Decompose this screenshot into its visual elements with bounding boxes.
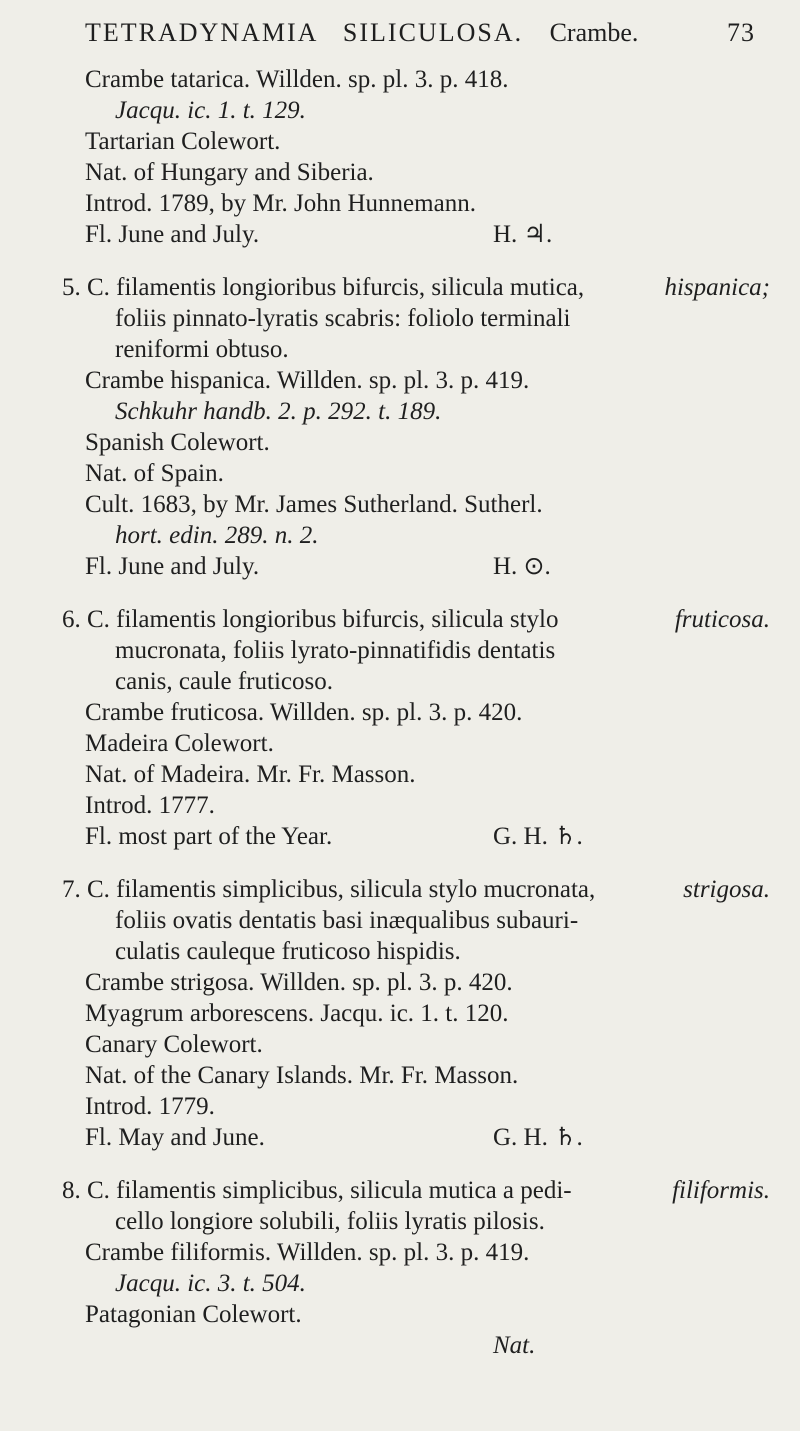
entry-line: Cult. 1683, by Mr. James Sutherland. Sutherl. [85, 491, 543, 518]
species-diagnosis: C. filamentis simplicibus, silicula stylo mucronata, [87, 876, 596, 903]
habitat-symbol: G. H. ♄. [493, 823, 583, 850]
genus-title: Crambe. [549, 18, 639, 47]
entry-line: Tartarian Colewort. [85, 128, 281, 155]
entry-line: Nat. of Madeira. Mr. Fr. Masson. [85, 761, 416, 788]
entry-line [0, 551, 800, 582]
entry-line: Introd. 1789, by Mr. John Hunnemann. [85, 190, 476, 217]
entry-line [0, 219, 800, 250]
entry-line: Schkuhr handb. 2. p. 292. t. 189. [115, 398, 442, 425]
entry-line: Crambe tatarica. Willden. sp. pl. 3. p. 418. [85, 66, 509, 93]
habitat-symbol: G. H. ♄. [493, 1124, 583, 1151]
catchword [0, 1330, 800, 1361]
trivial-name: hispanica; [664, 274, 770, 301]
entry-line: Patagonian Colewort. [85, 1301, 302, 1328]
entry-first-line [0, 272, 800, 303]
flowering-text: Fl. most part of the Year. [85, 823, 333, 850]
species-number: 8. [62, 1177, 81, 1204]
entry-line: mucronata, foliis lyrato-pinnatifidis dentatis [115, 637, 556, 664]
running-head-title [85, 18, 638, 48]
trivial-name: strigosa. [683, 876, 770, 903]
entry-first-line [0, 1175, 800, 1206]
trivial-name: fruticosa. [674, 606, 770, 633]
entry-line: Crambe fruticosa. Willden. sp. pl. 3. p. 420. [85, 699, 523, 726]
entry-line: Jacqu. ic. 3. t. 504. [115, 1270, 306, 1297]
entry-line: Jacqu. ic. 1. t. 129. [115, 97, 306, 124]
entry-line: reniformi obtuso. [115, 336, 289, 363]
species-number: 5. [62, 274, 81, 301]
entry-line [0, 821, 800, 852]
flowering-text: Fl. June and July. [85, 221, 260, 248]
species-diagnosis: C. filamentis longioribus bifurcis, silicula stylo [87, 606, 559, 633]
entry-line: Myagrum arborescens. Jacqu. ic. 1. t. 120. [85, 1000, 509, 1027]
species-entry-8 [0, 1175, 800, 1361]
entry-first-line [0, 604, 800, 635]
entry-line: Introd. 1779. [85, 1093, 215, 1120]
page-number: 73 [727, 18, 755, 47]
species-number: 7. [62, 876, 81, 903]
class-title: TETRADYNAMIA [85, 18, 319, 47]
species-entry-7 [0, 874, 800, 1153]
entry-line [0, 1122, 800, 1153]
entry-first-line [0, 874, 800, 905]
species-diagnosis: C. filamentis longioribus bifurcis, silicula mutica, [87, 274, 585, 301]
entry-4-tail [0, 64, 800, 250]
entry-line: Canary Colewort. [85, 1031, 263, 1058]
entry-line: Introd. 1777. [85, 792, 215, 819]
entry-line: Nat. of Hungary and Siberia. [85, 159, 374, 186]
entry-line: Crambe strigosa. Willden. sp. pl. 3. p. 420. [85, 969, 513, 996]
entry-line: Crambe hispanica. Willden. sp. pl. 3. p. 419. [85, 367, 530, 394]
entry-line: Madeira Colewort. [85, 730, 274, 757]
entry-line: culatis cauleque fruticoso hispidis. [115, 938, 461, 965]
entry-line: foliis pinnato-lyratis scabris: foliolo terminali [115, 305, 571, 332]
species-entry-6 [0, 604, 800, 852]
entry-line: Spanish Colewort. [85, 429, 270, 456]
species-entry-5 [0, 272, 800, 582]
habitat-symbol: H. ⊙. [493, 553, 551, 580]
entry-line: Nat. of Spain. [85, 460, 224, 487]
species-number: 6. [62, 606, 81, 633]
habitat-symbol: H. ♃. [493, 221, 553, 248]
entry-line: canis, caule fruticoso. [115, 668, 333, 695]
order-title: SILICULOSA. [342, 18, 524, 47]
entries [0, 64, 800, 1383]
entry-line: Nat. of the Canary Islands. Mr. Fr. Masson. [85, 1062, 519, 1089]
entry-line: foliis ovatis dentatis basi inæqualibus subauri- [115, 907, 579, 934]
trivial-name: filiformis. [672, 1177, 770, 1204]
flowering-text: Fl. June and July. [85, 553, 260, 580]
entry-line: cello longiore solubili, foliis lyratis pilosis. [115, 1208, 545, 1235]
species-diagnosis: C. filamentis simplicibus, silicula mutica a pedi- [87, 1177, 572, 1204]
flowering-text: Fl. May and June. [85, 1124, 265, 1151]
entry-line: Crambe filiformis. Willden. sp. pl. 3. p. 419. [85, 1239, 530, 1266]
entry-line: hort. edin. 289. n. 2. [115, 522, 319, 549]
running-head [85, 18, 755, 54]
catchword-text: Nat. [493, 1332, 536, 1359]
